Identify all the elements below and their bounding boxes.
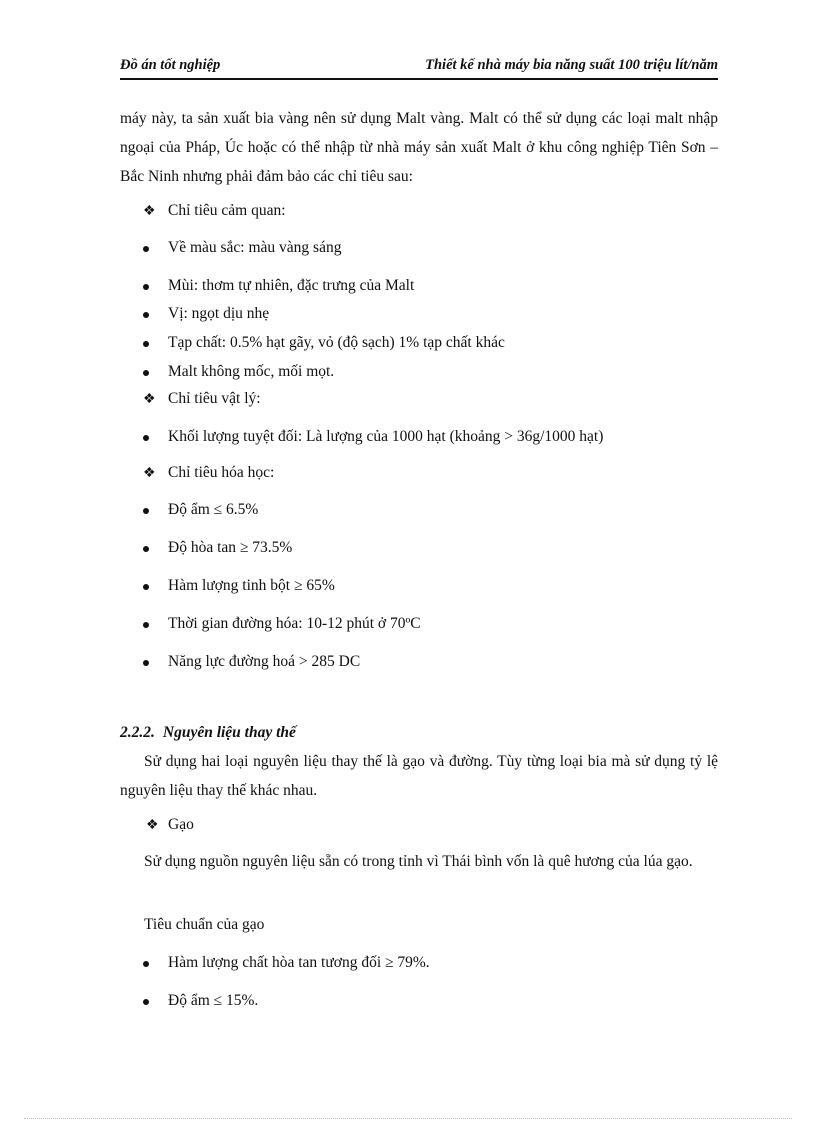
footer-rule [24, 1118, 792, 1119]
header-left-title: Đồ án tốt nghiệp [120, 57, 221, 73]
standard-label: Tiêu chuẩn của gạo [144, 916, 265, 933]
bullet-icon [143, 654, 149, 666]
list-item: Độ ẩm ≤ 15%. [168, 992, 259, 1009]
header-right-title: Thiết kế nhà máy bia năng suất 100 triệu lít/năm [425, 57, 718, 73]
bullet-icon [143, 955, 149, 967]
list-item: Khối lượng tuyệt đối: Là lượng của 1000 hạt (khoảng > 36g/1000 hạt) [168, 428, 604, 445]
list-item: Thời gian đường hóa: 10-12 phút ở 70ºC [168, 615, 421, 632]
bullet-icon [143, 364, 149, 376]
bullet-icon [143, 616, 149, 628]
diamond-bullet-icon: ❖ [143, 204, 156, 219]
diamond-bullet-icon: ❖ [143, 466, 156, 481]
list-item: Năng lực đường hoá > 285 DC [168, 653, 361, 670]
list-item: Mùi: thơm tự nhiên, đặc trưng của Malt [168, 277, 415, 294]
list-item: Hàm lượng chất hòa tan tương đối ≥ 79%. [168, 954, 430, 971]
list-item: Độ ẩm ≤ 6.5% [168, 501, 259, 518]
section-heading [120, 724, 296, 742]
diamond-bullet-icon: ❖ [143, 392, 156, 407]
list-item: Độ hòa tan ≥ 73.5% [168, 539, 293, 556]
bullet-icon [143, 540, 149, 552]
bullet-icon [143, 278, 149, 290]
list-item: Chỉ tiêu hóa học: [168, 464, 275, 481]
bullet-icon [143, 306, 149, 318]
list-item: Hàm lượng tinh bột ≥ 65% [168, 577, 335, 594]
diamond-bullet-icon: ❖ [146, 818, 159, 833]
bullet-icon [143, 502, 149, 514]
list-item: Tạp chất: 0.5% hạt gãy, vỏ (độ sạch) 1% tạp chất khác [168, 334, 505, 351]
bullet-icon [143, 335, 149, 347]
bullet-icon [143, 240, 149, 252]
intro-paragraph: máy này, ta sản xuất bia vàng nên sử dụng Malt vàng. Malt có thể sử dụng các loại malt nhập ngoại của Pháp, Úc hoặc có thể nhập từ nhà máy sản xuất Malt ở khu công nghiệp Tiên Sơn – Bắc Ninh nhưng phải đảm bảo các chỉ tiêu sau: [120, 110, 718, 185]
list-item: Vị: ngọt dịu nhẹ [168, 305, 270, 322]
page-header [120, 52, 718, 80]
bullet-icon [143, 578, 149, 590]
bullet-icon [143, 993, 149, 1005]
list-item: Về màu sắc: màu vàng sáng [168, 239, 342, 256]
list-item: Chỉ tiêu vật lý: [168, 390, 261, 407]
gao-paragraph: Sử dụng nguồn nguyên liệu sẵn có trong tỉnh vì Thái bình vốn là quê hương của lúa gạo. [144, 853, 693, 870]
list-item: Chỉ tiêu cảm quan: [168, 202, 286, 219]
bullet-icon [143, 429, 149, 441]
gao-label: Gạo [168, 816, 194, 833]
list-item: Malt không mốc, mối mọt. [168, 363, 335, 380]
section-number: 2.2.2. [120, 724, 155, 741]
section-title: Nguyên liệu thay thế [162, 724, 296, 741]
section-paragraph: Sử dụng hai loại nguyên liệu thay thế là gạo và đường. Tùy từng loại bia mà sử dụng tỷ lệ nguyên liệu thay thế khác nhau. [120, 753, 718, 799]
